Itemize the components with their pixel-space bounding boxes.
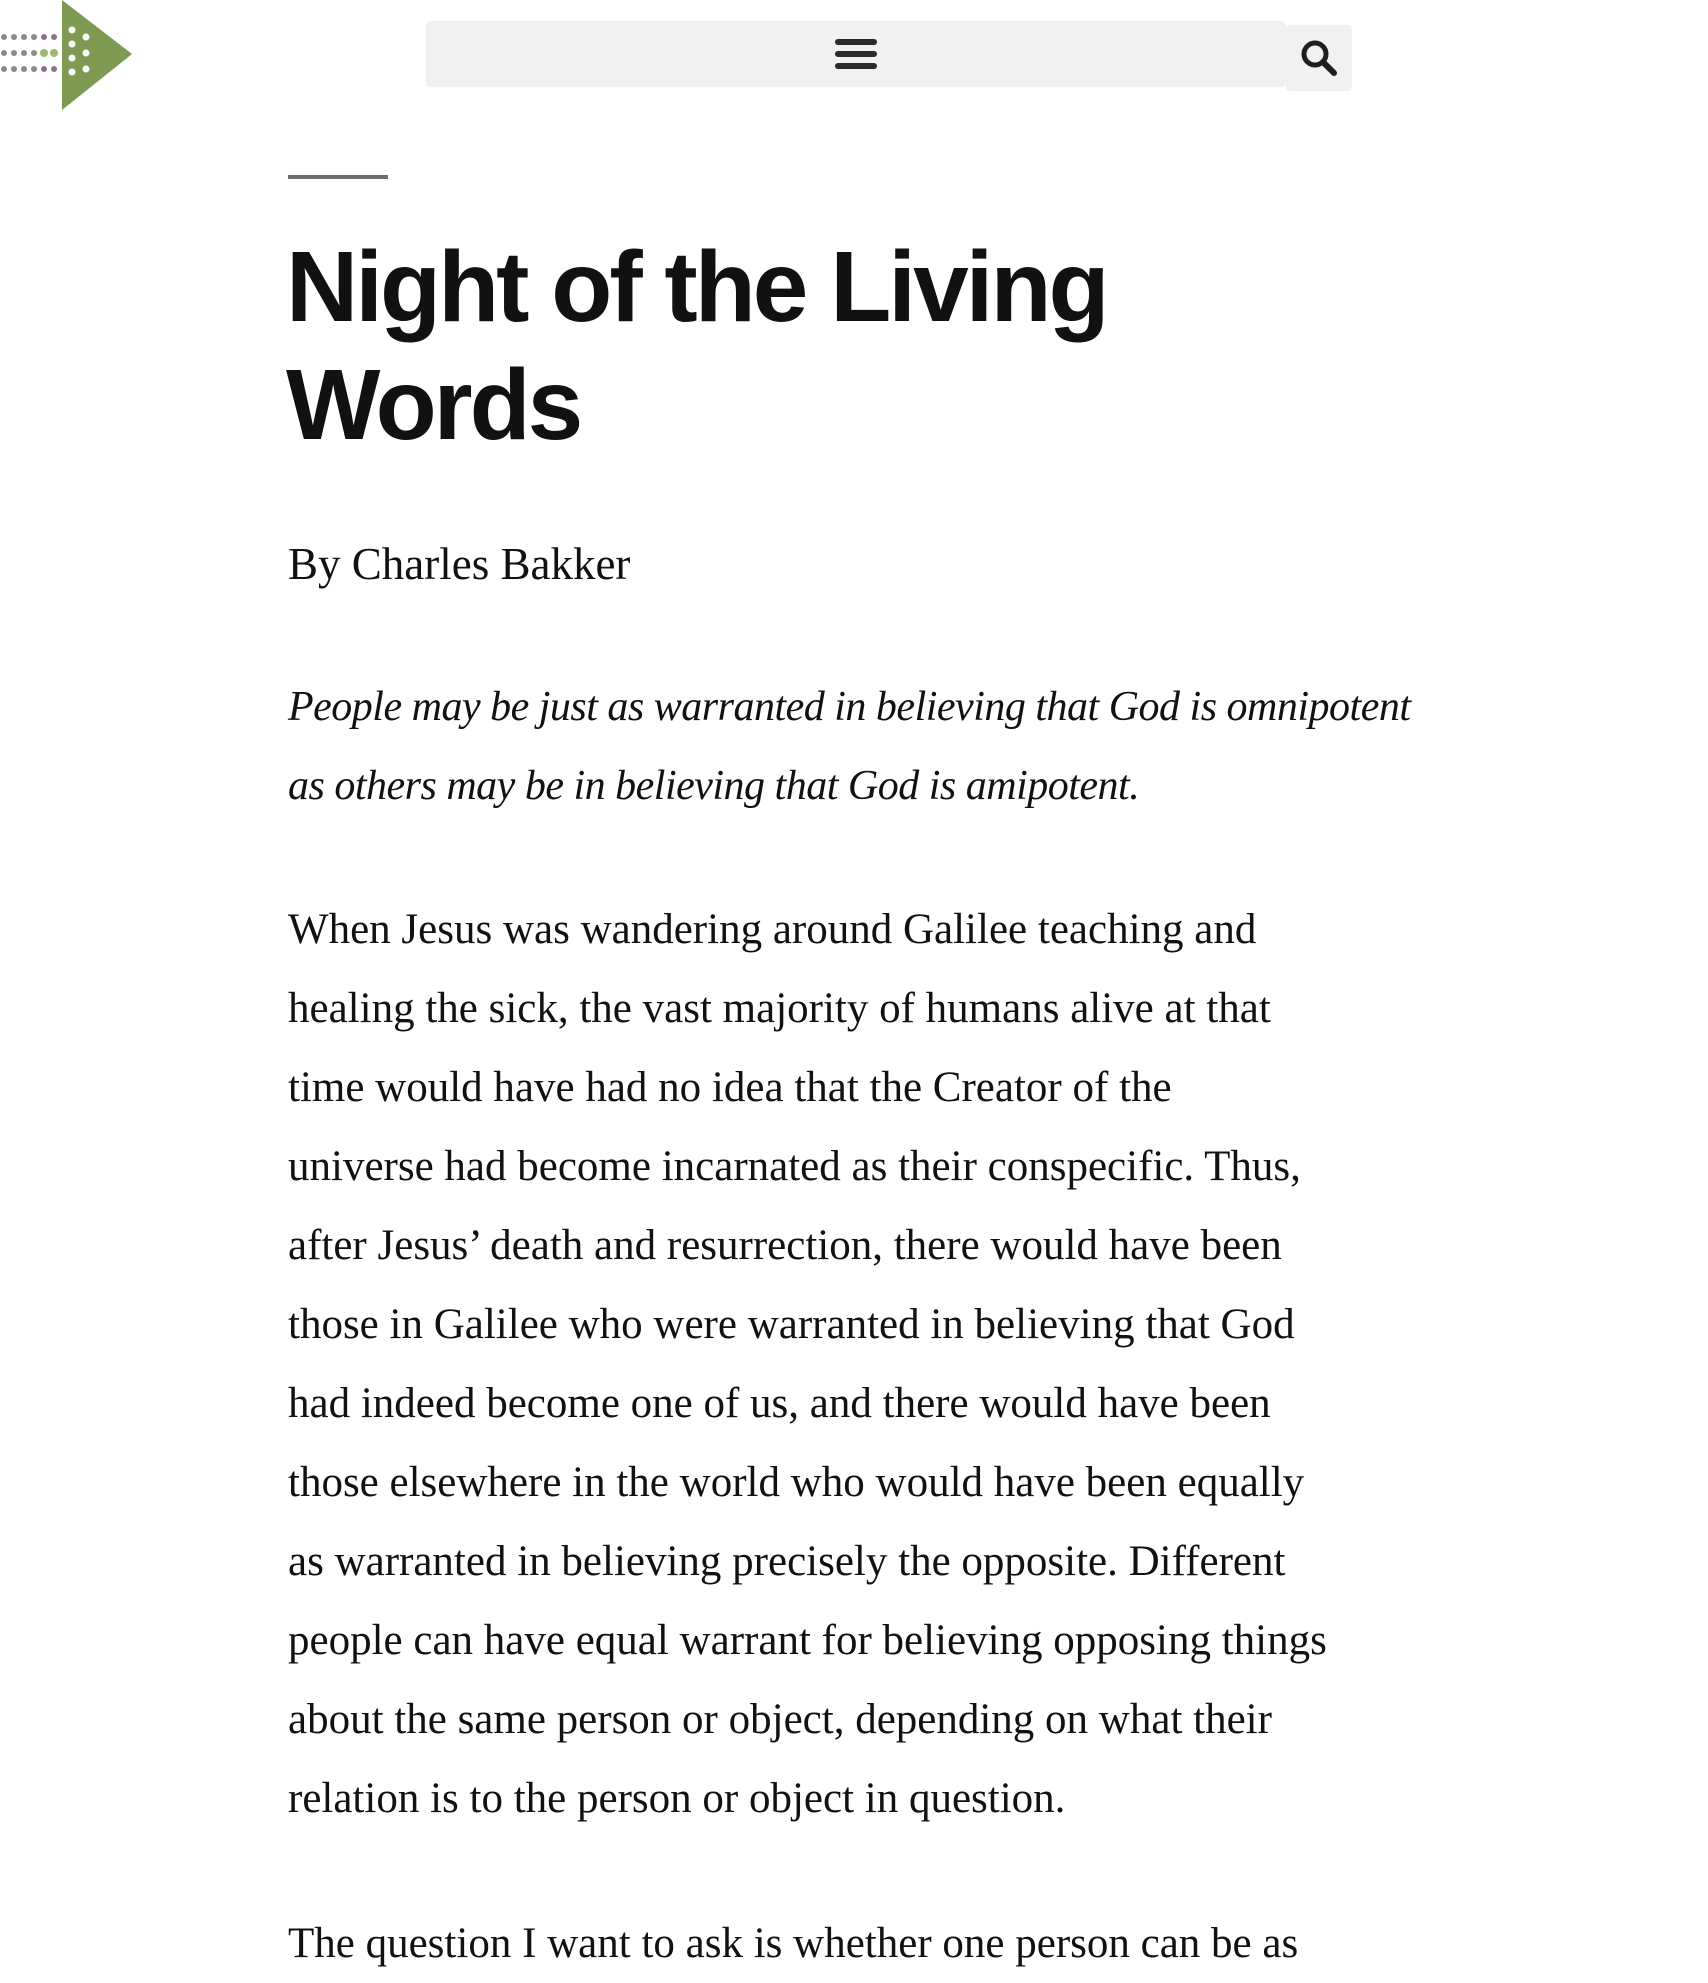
search-icon (1300, 39, 1338, 77)
article-paragraph: When Jesus was wandering around Galilee teaching and healing the sick, the vast majority of humans alive at that time would have had no idea that the Creator of the universe had become incarnated as their conspecific. Thus, after Jesus’ death and resurrection, there would have been those in Galilee who were warranted in believing that God had indeed become one of us, and there would have been those elsewhere in the world who would have been equally as warranted in believing precisely the opposite. Different people can have equal warrant for believing opposing things about the same person or object, depending on what their relation is to the person or object in question. (288, 906, 1327, 1822)
search-button[interactable] (1286, 25, 1352, 91)
menu-toggle-button[interactable] (426, 21, 1286, 87)
title-divider (288, 175, 388, 179)
arrow-dots-logo-icon (0, 0, 140, 112)
site-logo[interactable] (0, 0, 140, 112)
page-title: Night of the Living Words (286, 231, 1107, 461)
article-paragraph: The question I want to ask is whether one person can be as (288, 1920, 1299, 1967)
article-dek: People may be just as warranted in believing that God is omnipotent as others may be in believing that God is amipotent. (288, 684, 1411, 809)
article-byline: By Charles Bakker (288, 539, 631, 589)
hamburger-menu-icon (835, 38, 877, 70)
